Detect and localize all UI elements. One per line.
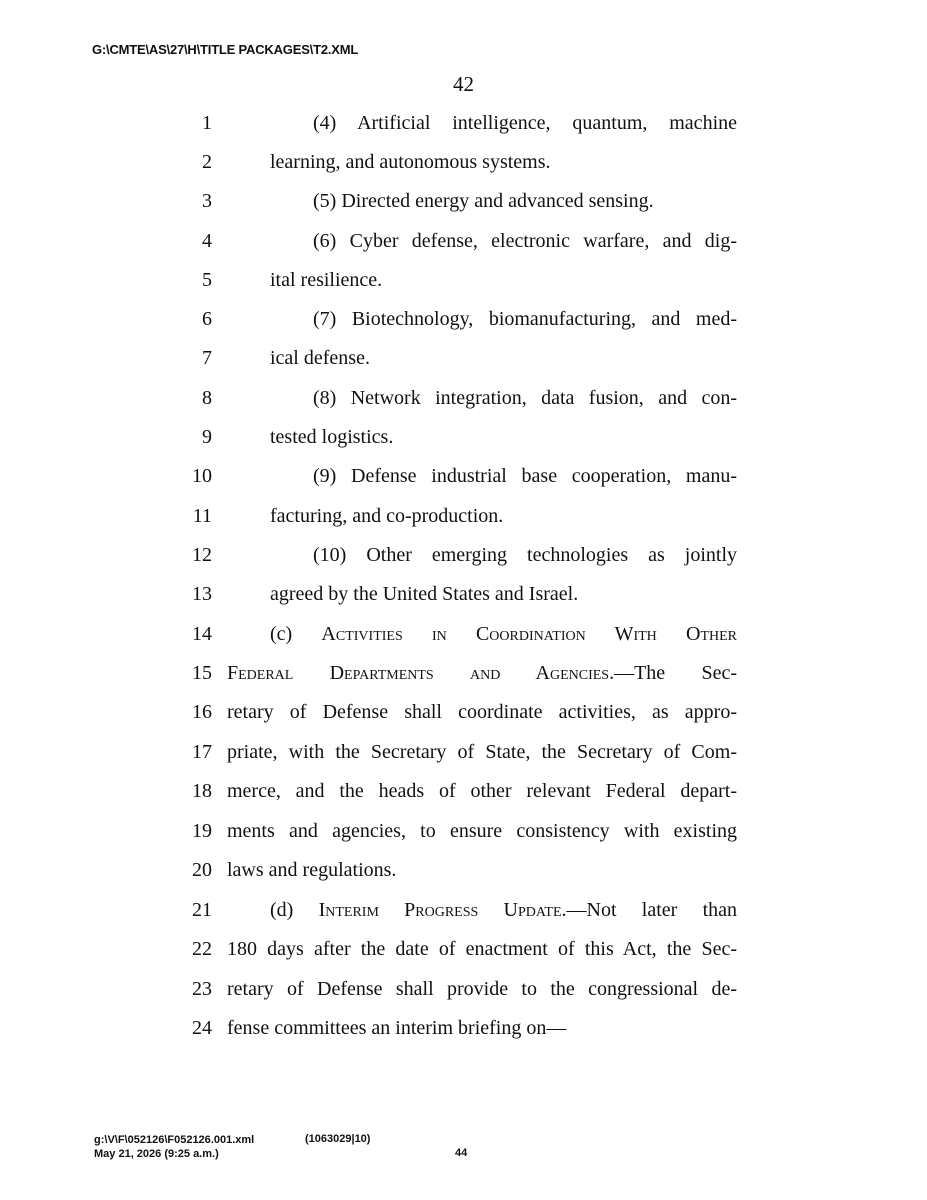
- line-number: 14: [192, 623, 212, 645]
- footer-date: May 21, 2026 (9:25 a.m.): [94, 1148, 219, 1160]
- subsection-label: (d): [270, 899, 319, 921]
- text-line: [0, 151, 927, 190]
- line-number: 24: [192, 1017, 212, 1039]
- line-text-suffix: .—The Sec-: [609, 662, 737, 684]
- text-line: [0, 544, 927, 583]
- line-number: 12: [192, 544, 212, 566]
- subsection-label: (c): [270, 623, 322, 645]
- text-line: [0, 899, 927, 938]
- line-text: tested logistics.: [270, 426, 394, 448]
- line-number: 13: [192, 583, 212, 605]
- line-number: 7: [202, 347, 212, 369]
- line-text: agreed by the United States and Israel.: [270, 583, 579, 605]
- line-number: 11: [192, 505, 212, 527]
- line-number: 3: [202, 190, 212, 212]
- text-line: [0, 230, 927, 269]
- subsection-heading: Federal Departments and Agencies: [227, 662, 610, 684]
- footer-file-info: [94, 1133, 254, 1161]
- footer-file-path: g:\V\F\052126\F052126.001.xml: [94, 1134, 255, 1146]
- line-number: 17: [192, 741, 212, 763]
- line-number: 15: [192, 662, 212, 684]
- line-number: 21: [192, 899, 212, 921]
- line-text: ital resilience.: [270, 269, 383, 291]
- line-text: (10) Other emerging technologies as jointly: [313, 544, 737, 566]
- line-text: 180 days after the date of enactment of this Act, the Sec-: [227, 938, 737, 960]
- footer-document-code: (1063029|10): [305, 1133, 371, 1145]
- line-text: merce, and the heads of other relevant Federal depart-: [227, 780, 737, 802]
- line-text: fense committees an interim briefing on—: [227, 1017, 567, 1039]
- text-line: [0, 1017, 927, 1056]
- line-number: 10: [192, 465, 212, 487]
- line-number: 16: [192, 701, 212, 723]
- line-text: (4) Artificial intelligence, quantum, machine: [313, 112, 737, 134]
- page-number: 42: [453, 72, 474, 96]
- line-number: 2: [202, 151, 212, 173]
- text-line: [0, 701, 927, 740]
- line-number: 9: [202, 426, 212, 448]
- line-text: ments and agencies, to ensure consistency with existing: [227, 820, 737, 842]
- text-line: [0, 347, 927, 386]
- line-text: laws and regulations.: [227, 859, 397, 881]
- line-number: 6: [202, 308, 212, 330]
- line-text: (5) Directed energy and advanced sensing.: [313, 190, 654, 212]
- text-line: [0, 741, 927, 780]
- line-number: 8: [202, 387, 212, 409]
- line-text: [270, 899, 737, 922]
- text-line: [0, 938, 927, 977]
- text-line: [0, 112, 927, 151]
- line-text: (8) Network integration, data fusion, and con-: [313, 387, 737, 409]
- line-text: priate, with the Secretary of State, the Secretary of Com-: [227, 741, 737, 763]
- line-text: retary of Defense shall provide to the congressional de-: [227, 978, 737, 1000]
- line-number: 4: [202, 230, 212, 252]
- line-text: [227, 662, 737, 685]
- line-number: 18: [192, 780, 212, 802]
- text-line: [0, 859, 927, 898]
- line-text: (9) Defense industrial base cooperation, manu-: [313, 465, 737, 487]
- text-line: [0, 190, 927, 229]
- line-number: 23: [192, 978, 212, 1000]
- text-line: [0, 387, 927, 426]
- text-line: [0, 662, 927, 701]
- line-text: (7) Biotechnology, biomanufacturing, and med-: [313, 308, 737, 330]
- subsection-heading: Activities in Coordination With Other: [321, 623, 737, 645]
- footer-sheet-number: 44: [455, 1147, 468, 1159]
- text-line: [0, 426, 927, 465]
- line-number: 20: [192, 859, 212, 881]
- line-number: 1: [202, 112, 212, 134]
- text-line: [0, 269, 927, 308]
- line-text-suffix: .—Not later than: [561, 899, 738, 921]
- text-line: [0, 308, 927, 347]
- text-line: [0, 505, 927, 544]
- line-number: 5: [202, 269, 212, 291]
- line-text: [270, 623, 737, 646]
- line-number: 22: [192, 938, 212, 960]
- line-text: retary of Defense shall coordinate activities, as appro-: [227, 701, 737, 723]
- line-text: learning, and autonomous systems.: [270, 151, 551, 173]
- line-text: facturing, and co-production.: [270, 505, 504, 527]
- line-number: 19: [192, 820, 212, 842]
- file-path-header: G:\CMTE\AS\27\H\TITLE PACKAGES\T2.XML: [92, 42, 359, 57]
- text-line: [0, 623, 927, 662]
- text-line: [0, 780, 927, 819]
- text-line: [0, 583, 927, 622]
- subsection-heading: Interim Progress Update: [318, 899, 562, 921]
- line-text: (6) Cyber defense, electronic warfare, and dig-: [313, 230, 737, 252]
- text-line: [0, 978, 927, 1017]
- text-line: [0, 820, 927, 859]
- line-text: ical defense.: [270, 347, 370, 369]
- text-line: [0, 465, 927, 504]
